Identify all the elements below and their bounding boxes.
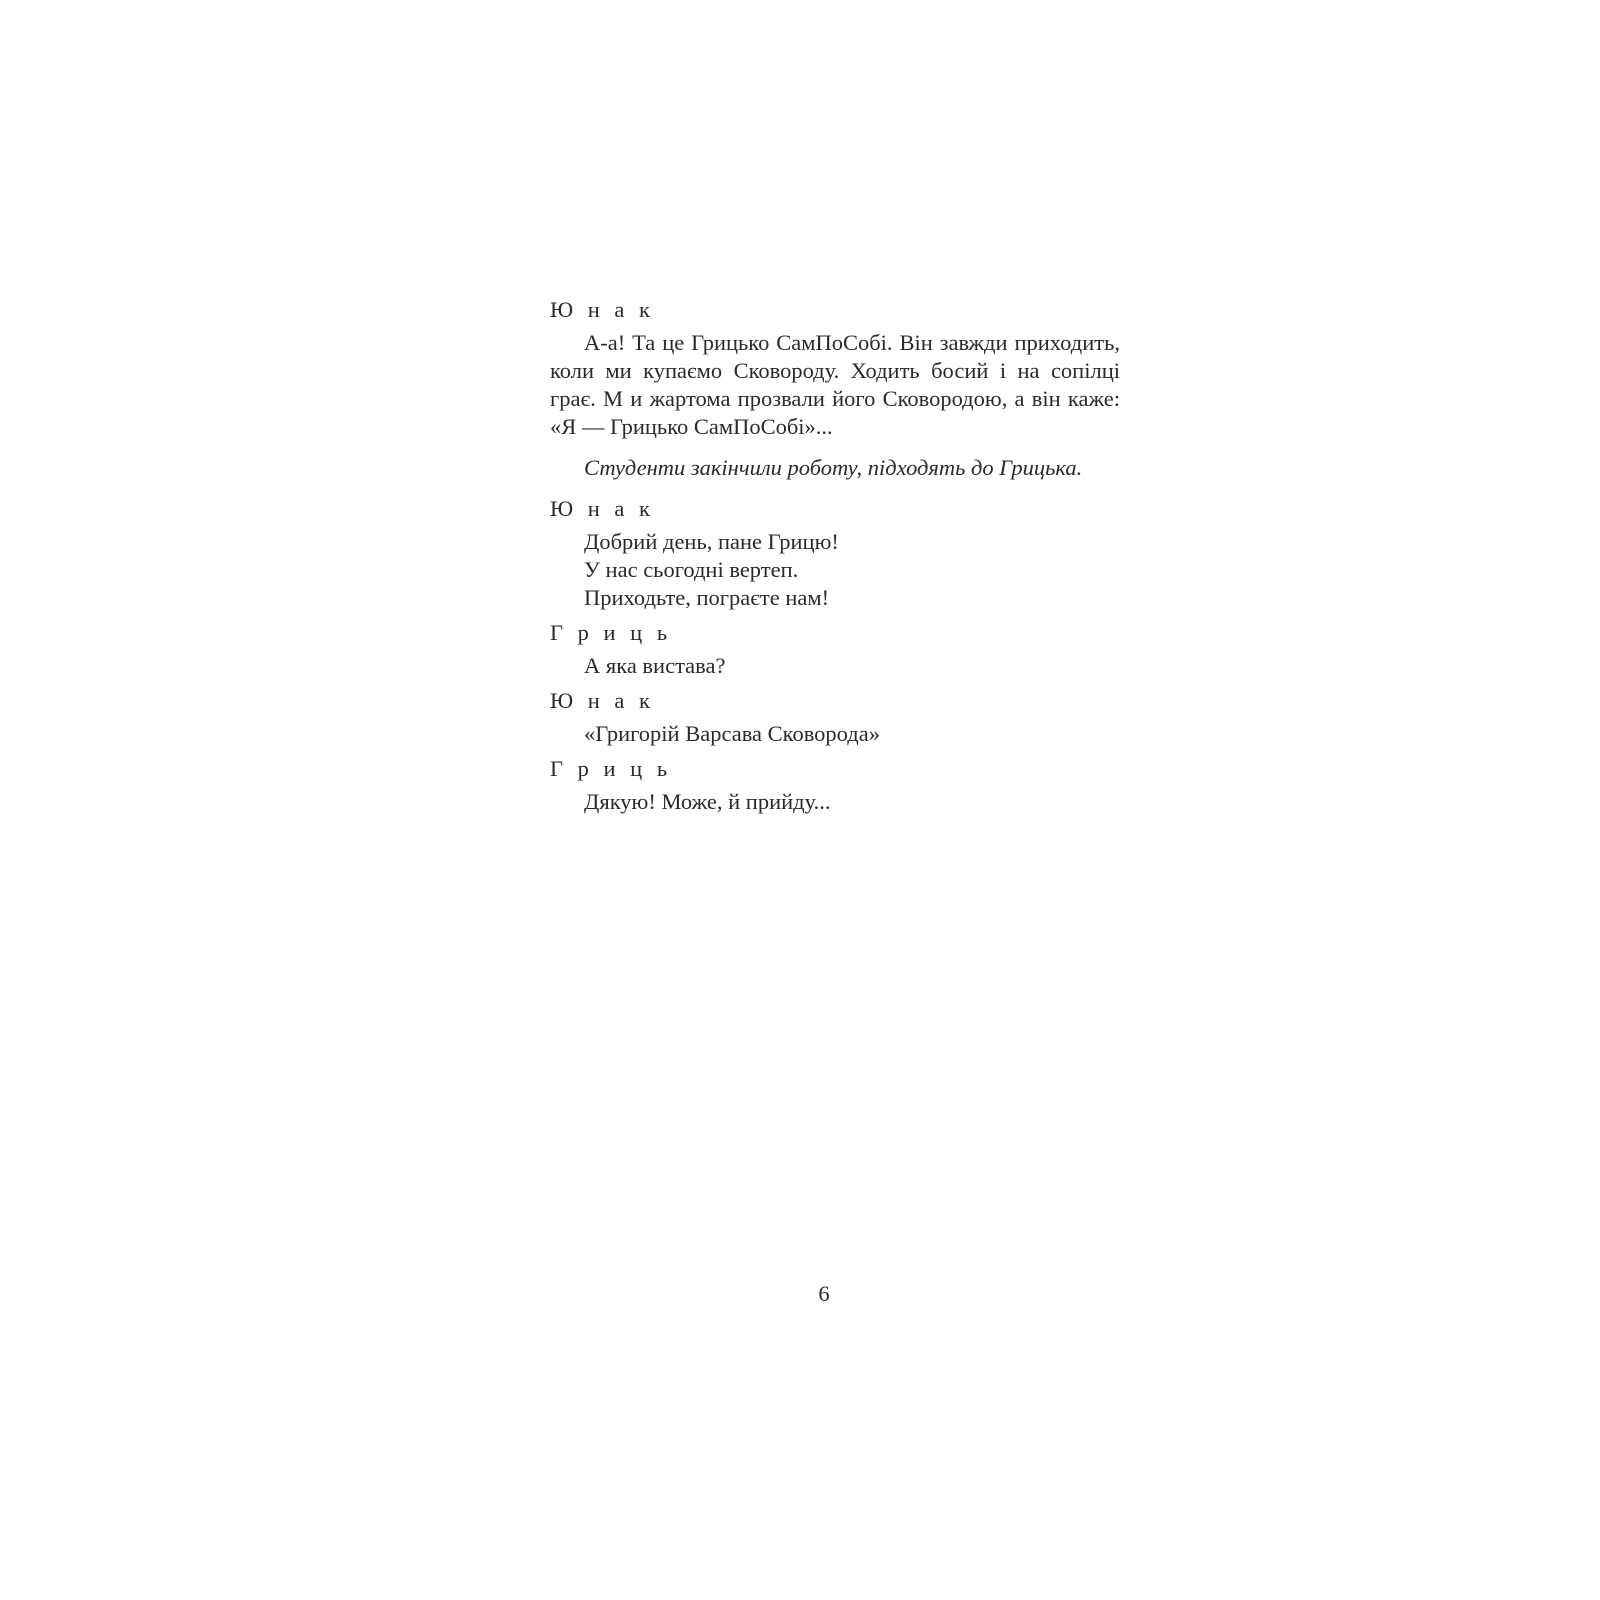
- stage-direction: Студенти закінчили роботу, підходять до Грицька.: [584, 455, 1083, 480]
- speaker-name: Г р и ц ь: [550, 620, 672, 645]
- speaker-name: Г р и ц ь: [550, 756, 672, 781]
- speech-lines: [584, 528, 1120, 612]
- speech-line: Дякую! Може, й прийду...: [584, 789, 831, 814]
- speaker-name: Ю н а к: [550, 496, 655, 521]
- speaker-name: Ю н а к: [550, 688, 655, 713]
- page-number: 6: [818, 1281, 830, 1306]
- speech-lines: [584, 720, 1120, 748]
- speaker-name: Ю н а к: [550, 297, 655, 322]
- speech-line: Добрий день, пане Грицю!: [584, 529, 839, 554]
- speech-line: А яка вистава?: [584, 653, 726, 678]
- speech-line: Приходьте, пограєте нам!: [584, 585, 830, 610]
- text-block: [550, 296, 1120, 823]
- speech-lines: [584, 652, 1120, 680]
- speech-line: «Григорій Варсава Сковорода»: [584, 721, 880, 746]
- speech-line: У нас сьогодні вертеп.: [584, 557, 799, 582]
- speech-lines: [584, 788, 1120, 816]
- speech-paragraph: А-а! Та це Грицько СамПоСобі. Він завжди приходить, коли ми купаємо Сковороду. Ходить босий і на сопілці грає. М и жартома прозвали його Сковородою, а він каже: «Я — Грицько СамПоСобі»...: [550, 330, 1120, 439]
